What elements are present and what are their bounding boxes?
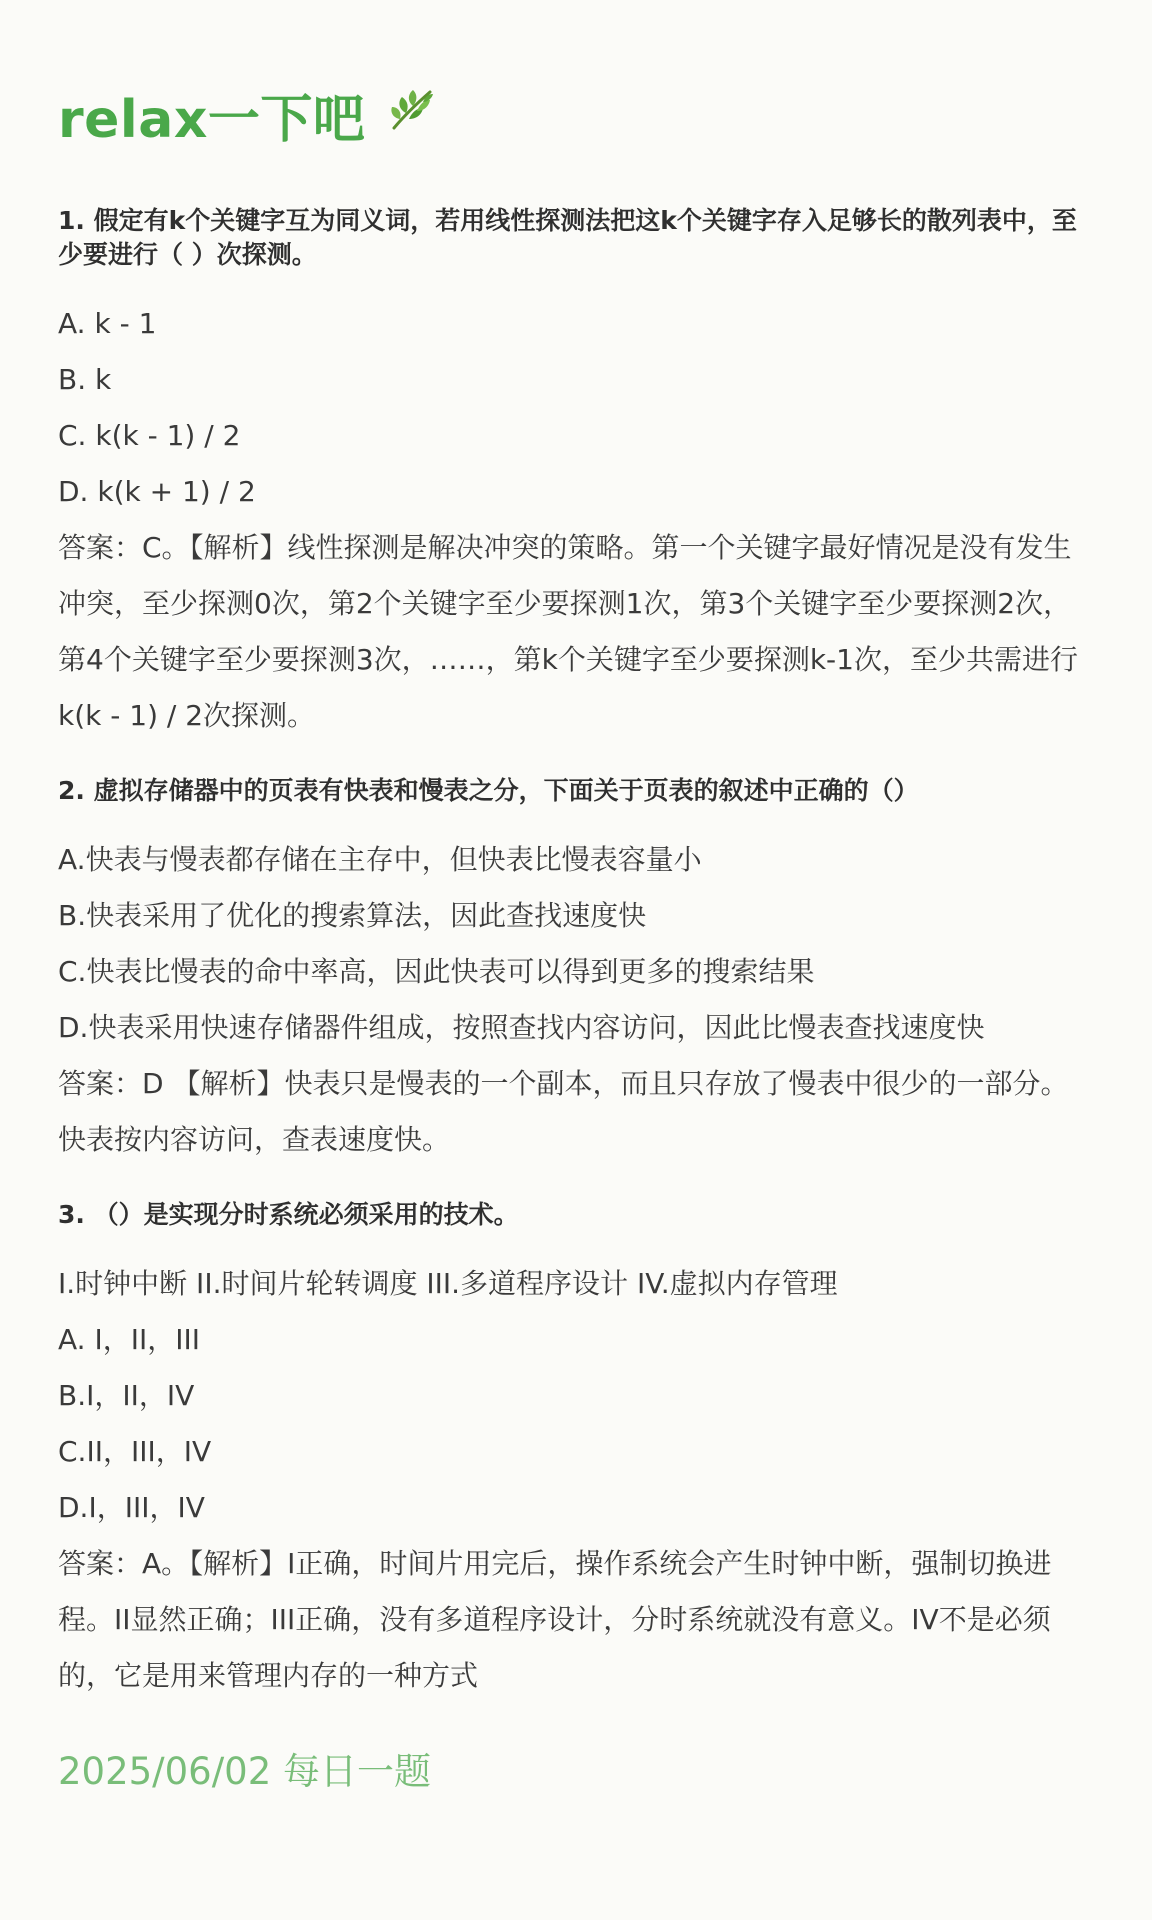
question-2-option-d: D.快表采用快速存储器件组成，按照查找内容访问，因此比慢表查找速度快 (58, 1011, 985, 1044)
question-2 (58, 774, 1094, 1168)
question-3-text: 3. （）是实现分时系统必须采用的技术。 (58, 1200, 519, 1229)
question-3-statement: I.时钟中断 II.时间片轮转调度 III.多道程序设计 IV.虚拟内存管理 (58, 1267, 838, 1300)
question-1-answer: 答案：C。【解析】线性探测是解决冲突的策略。第一个关键字最好情况是没有发生冲突，至少探测0次，第2个关键字至少要探测1次，第3个关键字至少要探测2次，第4个关键字至少要探测3次，……，第k个关键字至少要探测k-1次，至少共需进行k(k - 1) / 2次探测。 (58, 531, 1078, 732)
page-title-text: relax一下吧 (58, 90, 366, 150)
question-1-text: 1. 假定有k个关键字互为同义词，若用线性探测法把这k个关键字存入足够长的散列表中，至少要进行（ ）次探测。 (58, 206, 1077, 269)
question-1-option-c: C. k(k - 1) / 2 (58, 419, 241, 452)
question-2-answer: 答案：D 【解析】快表只是慢表的一个副本，而且只存放了慢表中很少的一部分。快表按内容访问，查表速度快。 (58, 1067, 1069, 1156)
page-title (58, 82, 1094, 158)
question-3-option-a: A. I，II，III (58, 1323, 201, 1356)
question-3-option-d: D.I，III，IV (58, 1491, 205, 1524)
footer-date: 2025/06/02 每日一题 (58, 1750, 432, 1793)
question-1-options (58, 296, 1094, 520)
question-3-options (58, 1312, 1094, 1536)
question-1 (58, 204, 1094, 744)
section-gap (58, 1168, 1094, 1198)
question-3 (58, 1198, 1094, 1704)
question-2-text: 2. 虚拟存储器中的页表有快表和慢表之分，下面关于页表的叙述中正确的（） (58, 776, 919, 805)
question-3-option-b: B.I，II，IV (58, 1379, 195, 1412)
question-2-option-c: C.快表比慢表的命中率高，因此快表可以得到更多的搜索结果 (58, 955, 815, 988)
leaf-icon (386, 81, 438, 157)
question-3-answer: 答案：A。【解析】I正确，时间片用完后，操作系统会产生时钟中断，强制切换进程。II显然正确；III正确，没有多道程序设计，分时系统就没有意义。IV不是必须的，它是用来管理内存的一种方式 (58, 1547, 1052, 1692)
question-3-option-c: C.II，III，IV (58, 1435, 212, 1468)
question-2-option-b: B.快表采用了优化的搜索算法，因此查找速度快 (58, 899, 647, 932)
question-2-options (58, 832, 1094, 1056)
question-1-option-b: B. k (58, 363, 112, 396)
section-gap (58, 744, 1094, 774)
question-2-option-a: A.快表与慢表都存储在主存中，但快表比慢表容量小 (58, 843, 702, 876)
question-1-option-d: D. k(k + 1) / 2 (58, 475, 256, 508)
question-1-option-a: A. k - 1 (58, 307, 157, 340)
